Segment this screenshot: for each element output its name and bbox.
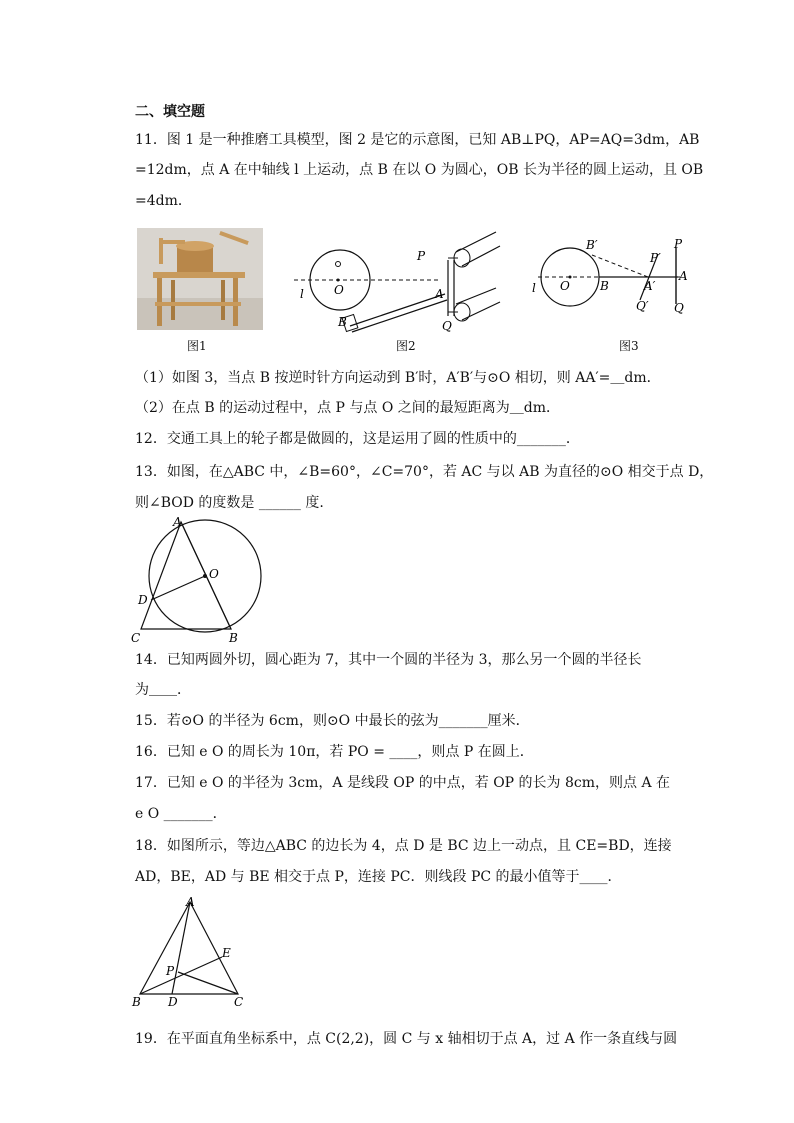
q13-label-A: A — [173, 515, 182, 529]
q18-label-E: E — [222, 946, 231, 960]
q18-line2: AD，BE，AD 与 BE 相交于点 P，连接 PC．则线段 PC 的最小值等于____． — [135, 869, 622, 885]
q14-line1: 14．已知两圆外切，圆心距为 7，其中一个圆的半径为 3，那么另一个圆的半径长 — [135, 652, 642, 668]
q11-line2: =12dm，点 A 在中轴线 l 上运动，点 B 在以 O 为圆心，OB 长为半径的圆上运动，且 OB — [135, 162, 704, 178]
q17-line2: e O _______． — [135, 806, 227, 822]
fig3-label-P: P — [674, 237, 683, 251]
q18-label-P: P — [166, 964, 175, 978]
q13-label-O: O — [209, 567, 219, 581]
figure3-caption: 图3 — [619, 339, 639, 353]
q11-line3: =4dm． — [135, 193, 192, 209]
fig3-label-Q: Q — [674, 301, 684, 315]
q18-label-C: C — [234, 995, 244, 1009]
q19-text: 19．在平面直角坐标系中，点 C(2,2)，圆 C 与 x 轴相切于点 A，过 A 作一条直线与圆 — [135, 1031, 678, 1047]
fig3-label-O: O — [560, 279, 570, 293]
fig3-label-Qprime: Q′ — [636, 299, 649, 313]
q18-figure — [128, 894, 258, 1010]
q11-sub1: （1）如图 3，当点 B 按逆时针方向运动到 B′时，A′B′与⊙O 相切，则 AA′=＿dm． — [135, 370, 661, 386]
q17-line1: 17．已知 e O 的半径为 3cm，A 是线段 OP 的中点，若 OP 的长为 8cm，则点 A 在 — [135, 775, 671, 791]
fig3-label-B: B — [600, 279, 609, 293]
fig3-label-A: A — [679, 269, 688, 283]
q13-label-D: D — [138, 593, 148, 607]
fig2-label-O: O — [334, 283, 344, 297]
q14-line2: 为＿＿． — [135, 682, 191, 698]
fig2-label-Q: Q — [442, 319, 452, 333]
figure2-caption: 图2 — [396, 339, 416, 353]
q15-text: 15．若⊙O 的半径为 6cm，则⊙O 中最长的弦为_______厘米． — [135, 713, 530, 729]
q18-label-B: B — [132, 995, 141, 1009]
q13-figure — [128, 512, 268, 644]
q13-label-B: B — [229, 631, 238, 644]
figure3-diagram — [528, 232, 698, 322]
q11-line1: 11．图 1 是一种推磨工具模型，图 2 是它的示意图，已知 AB⊥PQ，AP=AQ=3dm，AB — [135, 132, 700, 148]
fig2-label-P: P — [417, 249, 426, 263]
q11-sub2: （2）在点 B 的运动过程中，点 P 与点 O 之间的最短距离为＿dm． — [135, 400, 561, 416]
q13-label-C: C — [131, 631, 141, 644]
fig2-label-A: A — [435, 287, 444, 301]
figure1-caption: 图1 — [187, 339, 207, 353]
q13-line1: 13．如图，在△ABC 中，∠B=60°，∠C=70°，若 AC 与以 AB 为直径的⊙O 相交于点 D， — [135, 464, 714, 480]
fig3-label-Aprime: A′ — [644, 279, 656, 293]
fig2-label-B: B — [338, 315, 347, 329]
section-heading: 二、填空题 — [135, 104, 205, 120]
q13-line2: 则∠BOD 的度数是 ______ 度. — [135, 495, 324, 511]
q12-text: 12．交通工具上的轮子都是做圆的，这是运用了圆的性质中的_______． — [135, 431, 580, 447]
fig3-label-Pprime: P′ — [650, 251, 661, 265]
fig3-label-l: l — [532, 281, 536, 295]
fig3-label-Bprime: B′ — [586, 238, 598, 252]
figure1-photo — [137, 228, 263, 330]
q18-line1: 18．如图所示，等边△ABC 的边长为 4，点 D 是 BC 边上一动点，且 CE=BD，连接 — [135, 838, 672, 854]
q18-label-D: D — [168, 995, 178, 1009]
q16-text: 16．已知 e O 的周长为 10π，若 PO = ____，则点 P 在圆上． — [135, 744, 534, 760]
q18-label-A: A — [186, 895, 195, 909]
figure2-diagram — [290, 222, 510, 334]
fig2-label-l: l — [300, 287, 304, 301]
